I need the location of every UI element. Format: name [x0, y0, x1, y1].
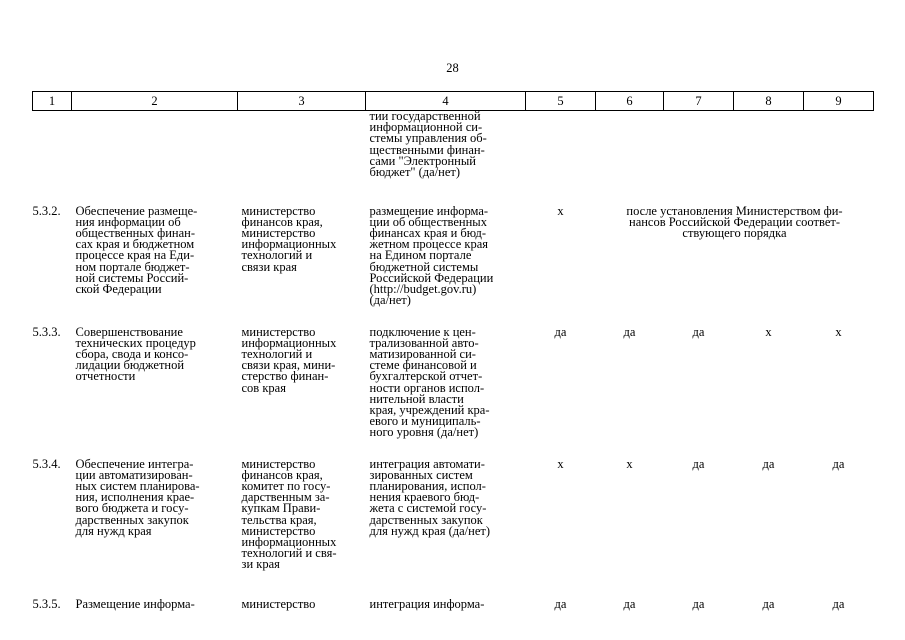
measure-name: Обеспечение интегра- ции автоматизирован- ных систем планирова- ния, исполнения крае- вого бюджета и госу- дарственных закупок для нужд края — [75, 456, 200, 538]
table-row — [33, 327, 874, 459]
column-header: 6 — [596, 92, 664, 111]
value-cell: да — [762, 456, 775, 471]
merged-note: после установления Министерством фи- нансов Российской Федерации соответ- ствующего порядка — [626, 203, 843, 240]
indicator: тии государственной информационной си- стемы управления об- щественными финан- сами "Электронный бюджет" (да/нет) — [369, 109, 487, 180]
measure-name: Размещение информа- — [75, 596, 195, 611]
value-cell: х — [835, 324, 842, 339]
item-number: 5.3.2. — [32, 203, 61, 218]
item-number: 5.3.4. — [32, 456, 61, 471]
value-cell: х — [765, 324, 772, 339]
value-cell — [526, 111, 596, 206]
indicator: интеграция автомати- зированных систем планирования, испол- нения краевого бюд- жета с системой госу- дарственных закупок для нужд края (да/нет) — [369, 456, 491, 538]
value-cell: да — [554, 596, 567, 611]
page-number: 28 — [446, 61, 459, 75]
value-cell: да — [832, 456, 845, 471]
column-header: 8 — [734, 92, 804, 111]
column-header: 9 — [804, 92, 874, 111]
value-cell — [664, 111, 734, 206]
value-cell: да — [692, 596, 705, 611]
value-cell — [804, 111, 874, 206]
value-cell: да — [762, 596, 775, 611]
value-cell: да — [623, 324, 636, 339]
item-number — [33, 111, 72, 206]
value-cell: да — [692, 324, 705, 339]
measure-name: Совершенствование технических процедур сбора, свода и консо- лидации бюджетной отчетности — [75, 324, 196, 384]
table-row — [33, 206, 874, 327]
column-number-header — [33, 92, 874, 111]
value-cell: х — [557, 203, 564, 218]
value-cell: х — [626, 456, 633, 471]
executor: министерство финансов края, комитет по госу- дарственным за- купкам Прави- тельства края, министерство информационных технологий и свя- зи края — [241, 456, 337, 572]
executor: министерство финансов края, министерство информационных технологий и связи края — [241, 203, 337, 274]
value-cell: да — [832, 596, 845, 611]
indicator: размещение информа- ции об общественных финансах края и бюд- жетном процессе края на Едином портале бюджетной системы Российской Федерации (http://budget.gov.ru) (да/нет) — [369, 203, 494, 308]
indicator: интеграция информа- — [369, 596, 485, 611]
indicator: подключение к цен- трализованной авто- матизированной си- стеме финансовой и бухгалтерской отчет- ности органов испол- нительной власти края, учреждений кра- евого и муниципаль- ного уровня (да/нет) — [369, 324, 490, 440]
value-cell: да — [554, 324, 567, 339]
item-number: 5.3.3. — [32, 324, 61, 339]
executor: министерство — [241, 596, 316, 611]
column-header: 1 — [33, 92, 72, 111]
column-header: 3 — [238, 92, 366, 111]
value-cell: да — [692, 456, 705, 471]
column-header: 5 — [526, 92, 596, 111]
measures-table — [32, 91, 874, 619]
column-header: 7 — [664, 92, 734, 111]
value-cell: х — [557, 456, 564, 471]
measure-name — [72, 111, 238, 206]
executor — [238, 111, 366, 206]
table-row — [33, 599, 874, 619]
value-cell — [596, 111, 664, 206]
measure-name: Обеспечение размеще- ния информации об общественных финан- сах края и бюджетном процессе края на Еди- ном портале бюджет- ной системы Россий- ской Федерации — [75, 203, 198, 296]
column-header: 2 — [72, 92, 238, 111]
column-header: 4 — [366, 92, 526, 111]
value-cell — [734, 111, 804, 206]
executor: министерство информационных технологий и связи края, мини- стерство финан- сов края — [241, 324, 337, 395]
value-cell: да — [623, 596, 636, 611]
table-row — [33, 459, 874, 599]
table-row — [33, 111, 874, 206]
item-number: 5.3.5. — [32, 596, 61, 611]
